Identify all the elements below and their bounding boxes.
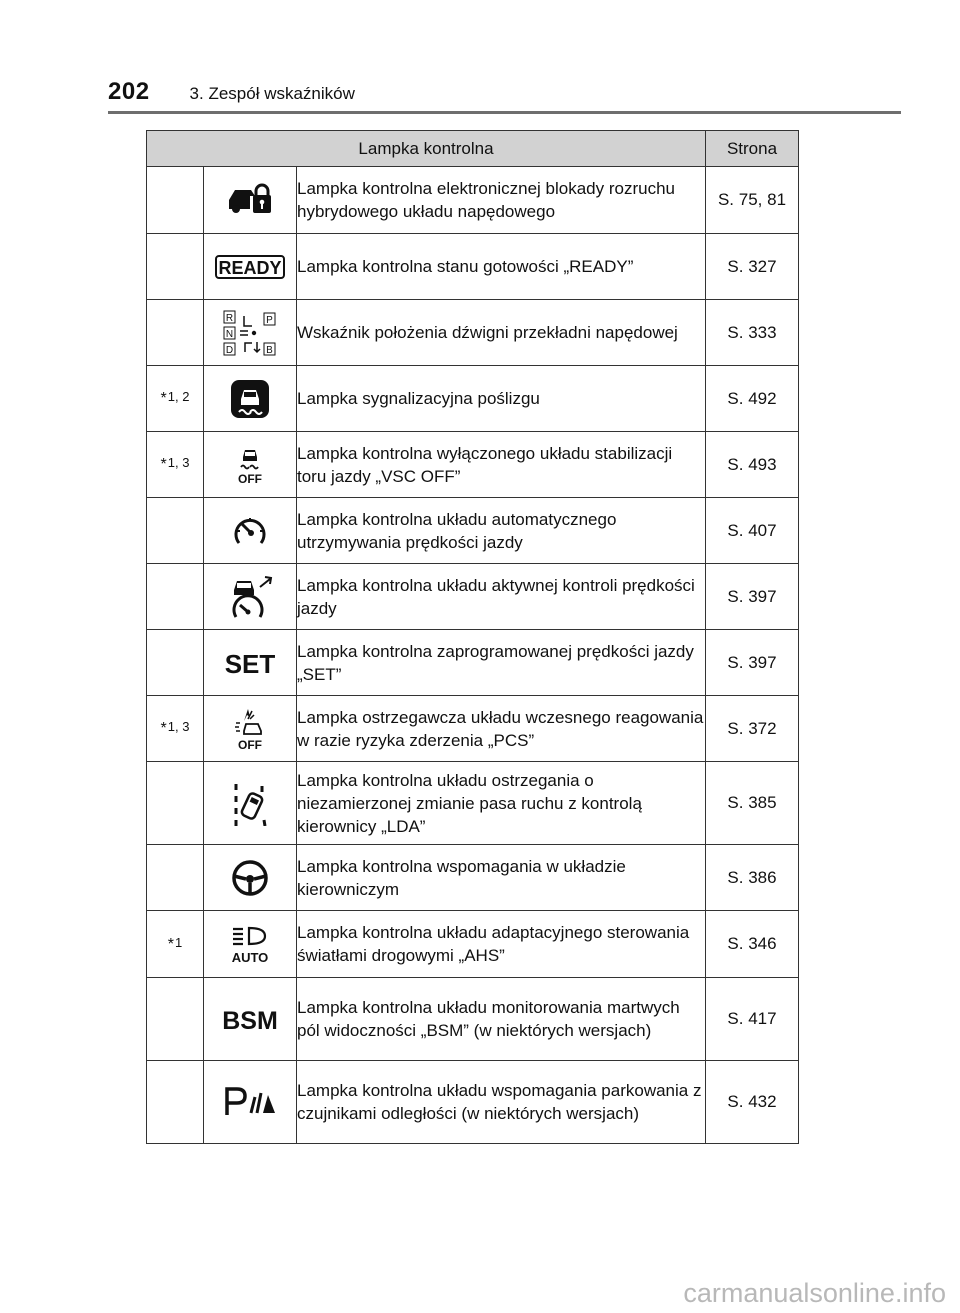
footnote-cell [147,630,204,696]
description-cell: Lampka kontrolna układu aktywnej kontroli prędkości jazdy [297,564,706,630]
footnote-ref: 1, 3 [167,455,190,470]
set-icon-text: SET [224,648,276,678]
footnote-cell [147,498,204,564]
cruise-control-icon [230,512,270,550]
chapter-title: 3. Zespół wskaźników [189,84,355,103]
page-ref-cell: S. 327 [706,234,799,300]
footnote-cell [147,911,204,978]
page-ref-cell: S. 372 [706,696,799,762]
icon-cell [204,911,297,978]
page-ref-cell: S. 75, 81 [706,167,799,234]
icon-cell [204,762,297,845]
gear-n-label: N [225,328,234,340]
page-ref-cell: S. 397 [706,630,799,696]
description-cell: Lampka kontrolna układu ostrzegania o niezamierzonej zmianie pasa ruchu z kontrolą kierownicy „LDA” [297,762,706,845]
ready-icon-text: READY [218,257,282,278]
description-cell: Lampka sygnalizacyjna poślizgu [297,366,706,432]
radar-cruise-icon [226,575,274,619]
description-cell: Wskaźnik położenia dźwigni przekładni napędowej [297,300,706,366]
footnote-star-icon: * [167,935,174,953]
table-row [147,978,799,1061]
steering-wheel-icon [230,858,270,898]
page-ref-cell: S. 493 [706,432,799,498]
icon-cell [204,167,297,234]
icon-cell [204,498,297,564]
description-cell: Lampka kontrolna układu automatycznego utrzymywania prędkości jazdy [297,498,706,564]
description-cell: Lampka kontrolna wspomagania w układzie kierowniczym [297,845,706,911]
footnote-cell [147,564,204,630]
shift-position-icon [222,310,278,356]
vsc-off-icon [232,445,268,485]
gear-r-label: R [225,312,234,324]
parking-sensor-icon [223,1085,277,1119]
table-row [147,911,799,978]
description-cell: Lampka ostrzegawcza układu wczesnego reagowania w razie ryzyka zderzenia „PCS” [297,696,706,762]
slip-indicator-icon [230,379,270,419]
lda-icon [230,780,270,826]
page-number: 202 [108,78,150,105]
indicator-column-header: Lampka kontrolna [147,131,706,167]
pcs-off-icon [230,707,270,751]
footnote-star-icon: * [160,390,167,407]
immobilizer-lock-icon [226,183,274,217]
page-ref-cell: S. 333 [706,300,799,366]
set-icon [224,648,276,678]
table-header-row [147,131,799,167]
table-row [147,696,799,762]
icon-cell [204,300,297,366]
bsm-icon-text: BSM [222,1007,278,1034]
bsm-icon [221,1004,279,1034]
gear-d-label: D [225,344,234,356]
icon-cell [204,845,297,911]
footnote-ref: 1 [175,934,183,950]
footnote-cell [147,1061,204,1144]
indicator-table [146,130,799,1144]
table-row [147,432,799,498]
icon-cell [204,696,297,762]
description-cell: Lampka kontrolna wyłączonego układu stabilizacji toru jazdy „VSC OFF” [297,432,706,498]
footnote-cell [147,978,204,1061]
page-ref-cell: S. 407 [706,498,799,564]
icon-cell [204,234,297,300]
table-row [147,498,799,564]
gear-p-label: P [266,314,273,326]
icon-cell [204,978,297,1061]
description-cell: Lampka kontrolna stanu gotowości „READY” [297,234,706,300]
table-row [147,845,799,911]
table-row [147,762,799,845]
gear-b-label: B [266,344,273,356]
page-ref-cell: S. 417 [706,978,799,1061]
icon-cell [204,432,297,498]
watermark: carmanualsonline.info [683,1278,946,1308]
icon-cell [204,366,297,432]
table-row [147,167,799,234]
icon-cell [204,1061,297,1144]
description-cell: Lampka kontrolna zaprogramowanej prędkości jazdy „SET” [297,630,706,696]
description-cell: Lampka kontrolna układu adaptacyjnego sterowania światłami drogowymi „AHS” [297,911,706,978]
page-ref-cell: S. 432 [706,1061,799,1144]
icon-cell [204,630,297,696]
header-rule [108,111,901,114]
footnote-cell [147,366,204,432]
footnote-cell [147,696,204,762]
footnote-cell [147,300,204,366]
footnote-cell [147,432,204,498]
footnote-cell [147,845,204,911]
footnote-cell [147,234,204,300]
table-row [147,1061,799,1144]
table-row [147,300,799,366]
table-row [147,234,799,300]
footnote-star-icon: * [160,456,167,473]
vsc-off-text: OFF [238,471,262,485]
page-ref-cell: S. 397 [706,564,799,630]
page-header [108,78,355,108]
ahs-auto-icon [229,924,271,964]
page-column-header: Strona [706,131,799,167]
page-ref-cell: S. 386 [706,845,799,911]
description-cell: Lampka kontrolna elektronicznej blokady rozruchu hybrydowego układu napędowego [297,167,706,234]
table-row [147,564,799,630]
footnote-ref: 1, 3 [167,719,190,734]
page-ref-cell: S. 385 [706,762,799,845]
footnote-star-icon: * [160,720,167,737]
description-cell: Lampka kontrolna układu wspomagania parkowania z czujnikami odległości (w niektórych wersjach) [297,1061,706,1144]
ready-icon [215,254,285,280]
page-ref-cell: S. 346 [706,911,799,978]
description-cell: Lampka kontrolna układu monitorowania martwych pól widoczności „BSM” (w niektórych wersjach) [297,978,706,1061]
table-row [147,366,799,432]
icon-cell [204,564,297,630]
footnote-cell [147,762,204,845]
ahs-auto-text: AUTO [231,950,269,964]
footnote-ref: 1, 2 [167,389,190,404]
page-ref-cell: S. 492 [706,366,799,432]
pcs-off-text: OFF [238,737,262,751]
table-row [147,630,799,696]
footnote-cell [147,167,204,234]
